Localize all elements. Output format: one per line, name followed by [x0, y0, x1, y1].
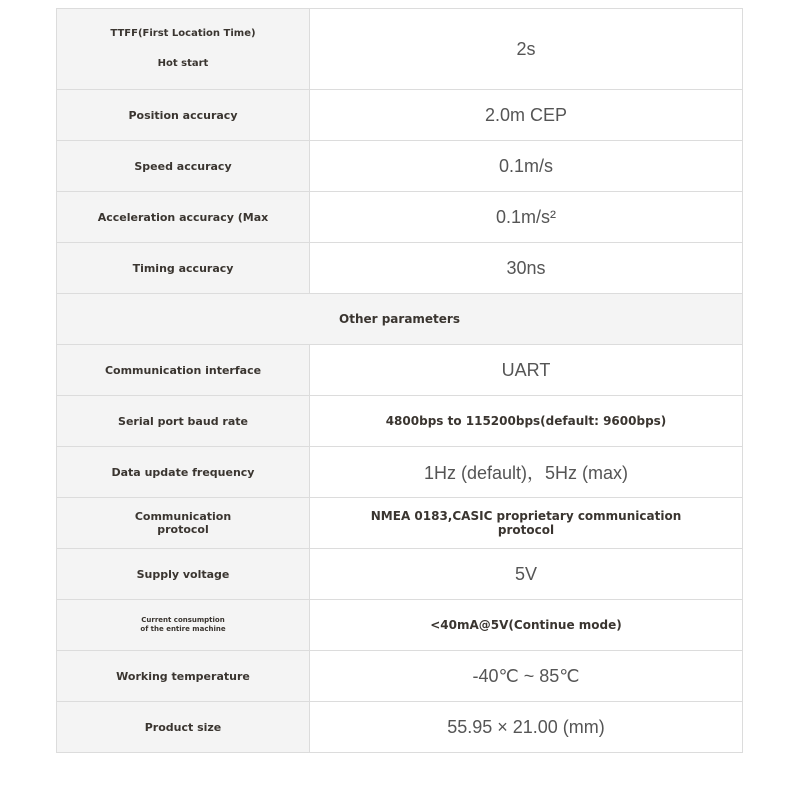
- table-row: [57, 243, 743, 294]
- row-value-line: NMEA 0183,CASIC proprietary communication: [370, 509, 682, 523]
- table-row: [57, 90, 743, 141]
- row-value: 30ns: [310, 243, 743, 294]
- table-row: [57, 702, 743, 753]
- table-row: [57, 345, 743, 396]
- table-row: [57, 141, 743, 192]
- row-label: Working temperature: [57, 651, 310, 702]
- table-row: [57, 396, 743, 447]
- row-label: Data update frequency: [57, 447, 310, 498]
- row-label: Timing accuracy: [57, 243, 310, 294]
- row-label-line: of the entire machine: [140, 625, 226, 633]
- row-value: 0.1m/s: [310, 141, 743, 192]
- row-value: 2.0m CEP: [310, 90, 743, 141]
- row-value-line: protocol: [497, 523, 555, 537]
- row-value: UART: [310, 345, 743, 396]
- row-value: [310, 498, 743, 549]
- row-label: Speed accuracy: [57, 141, 310, 192]
- row-label-line: Communication: [134, 510, 232, 523]
- row-label: [57, 498, 310, 549]
- row-label: Position accuracy: [57, 90, 310, 141]
- table-row: [57, 600, 743, 651]
- row-label: Product size: [57, 702, 310, 753]
- spec-table: [56, 8, 743, 753]
- table-row: [57, 549, 743, 600]
- row-value: 0.1m/s²: [310, 192, 743, 243]
- table-row: [57, 9, 743, 90]
- row-value: <40mA@5V(Continue mode): [310, 600, 743, 651]
- section-header-row: [57, 294, 743, 345]
- table-row: [57, 651, 743, 702]
- row-value: 2s: [310, 9, 743, 90]
- table-row: [57, 192, 743, 243]
- row-label-line: protocol: [157, 523, 209, 536]
- row-label: [57, 600, 310, 651]
- row-label-line: Hot start: [157, 58, 209, 69]
- table-row: [57, 498, 743, 549]
- row-value: 1Hz (default)，5Hz (max): [310, 447, 743, 498]
- row-label: [57, 9, 310, 90]
- row-label: Supply voltage: [57, 549, 310, 600]
- row-label-line: TTFF(First Location Time): [110, 28, 256, 39]
- row-label-line: Current consumption: [141, 616, 225, 624]
- row-label: Serial port baud rate: [57, 396, 310, 447]
- row-label: Communication interface: [57, 345, 310, 396]
- row-label: Acceleration accuracy (Max: [57, 192, 310, 243]
- row-value: 5V: [310, 549, 743, 600]
- section-title: Other parameters: [57, 294, 743, 345]
- row-value: 4800bps to 115200bps(default: 9600bps): [310, 396, 743, 447]
- row-value: 55.95 × 21.00 (mm): [310, 702, 743, 753]
- row-value: -40℃ ~ 85℃: [310, 651, 743, 702]
- table-row: [57, 447, 743, 498]
